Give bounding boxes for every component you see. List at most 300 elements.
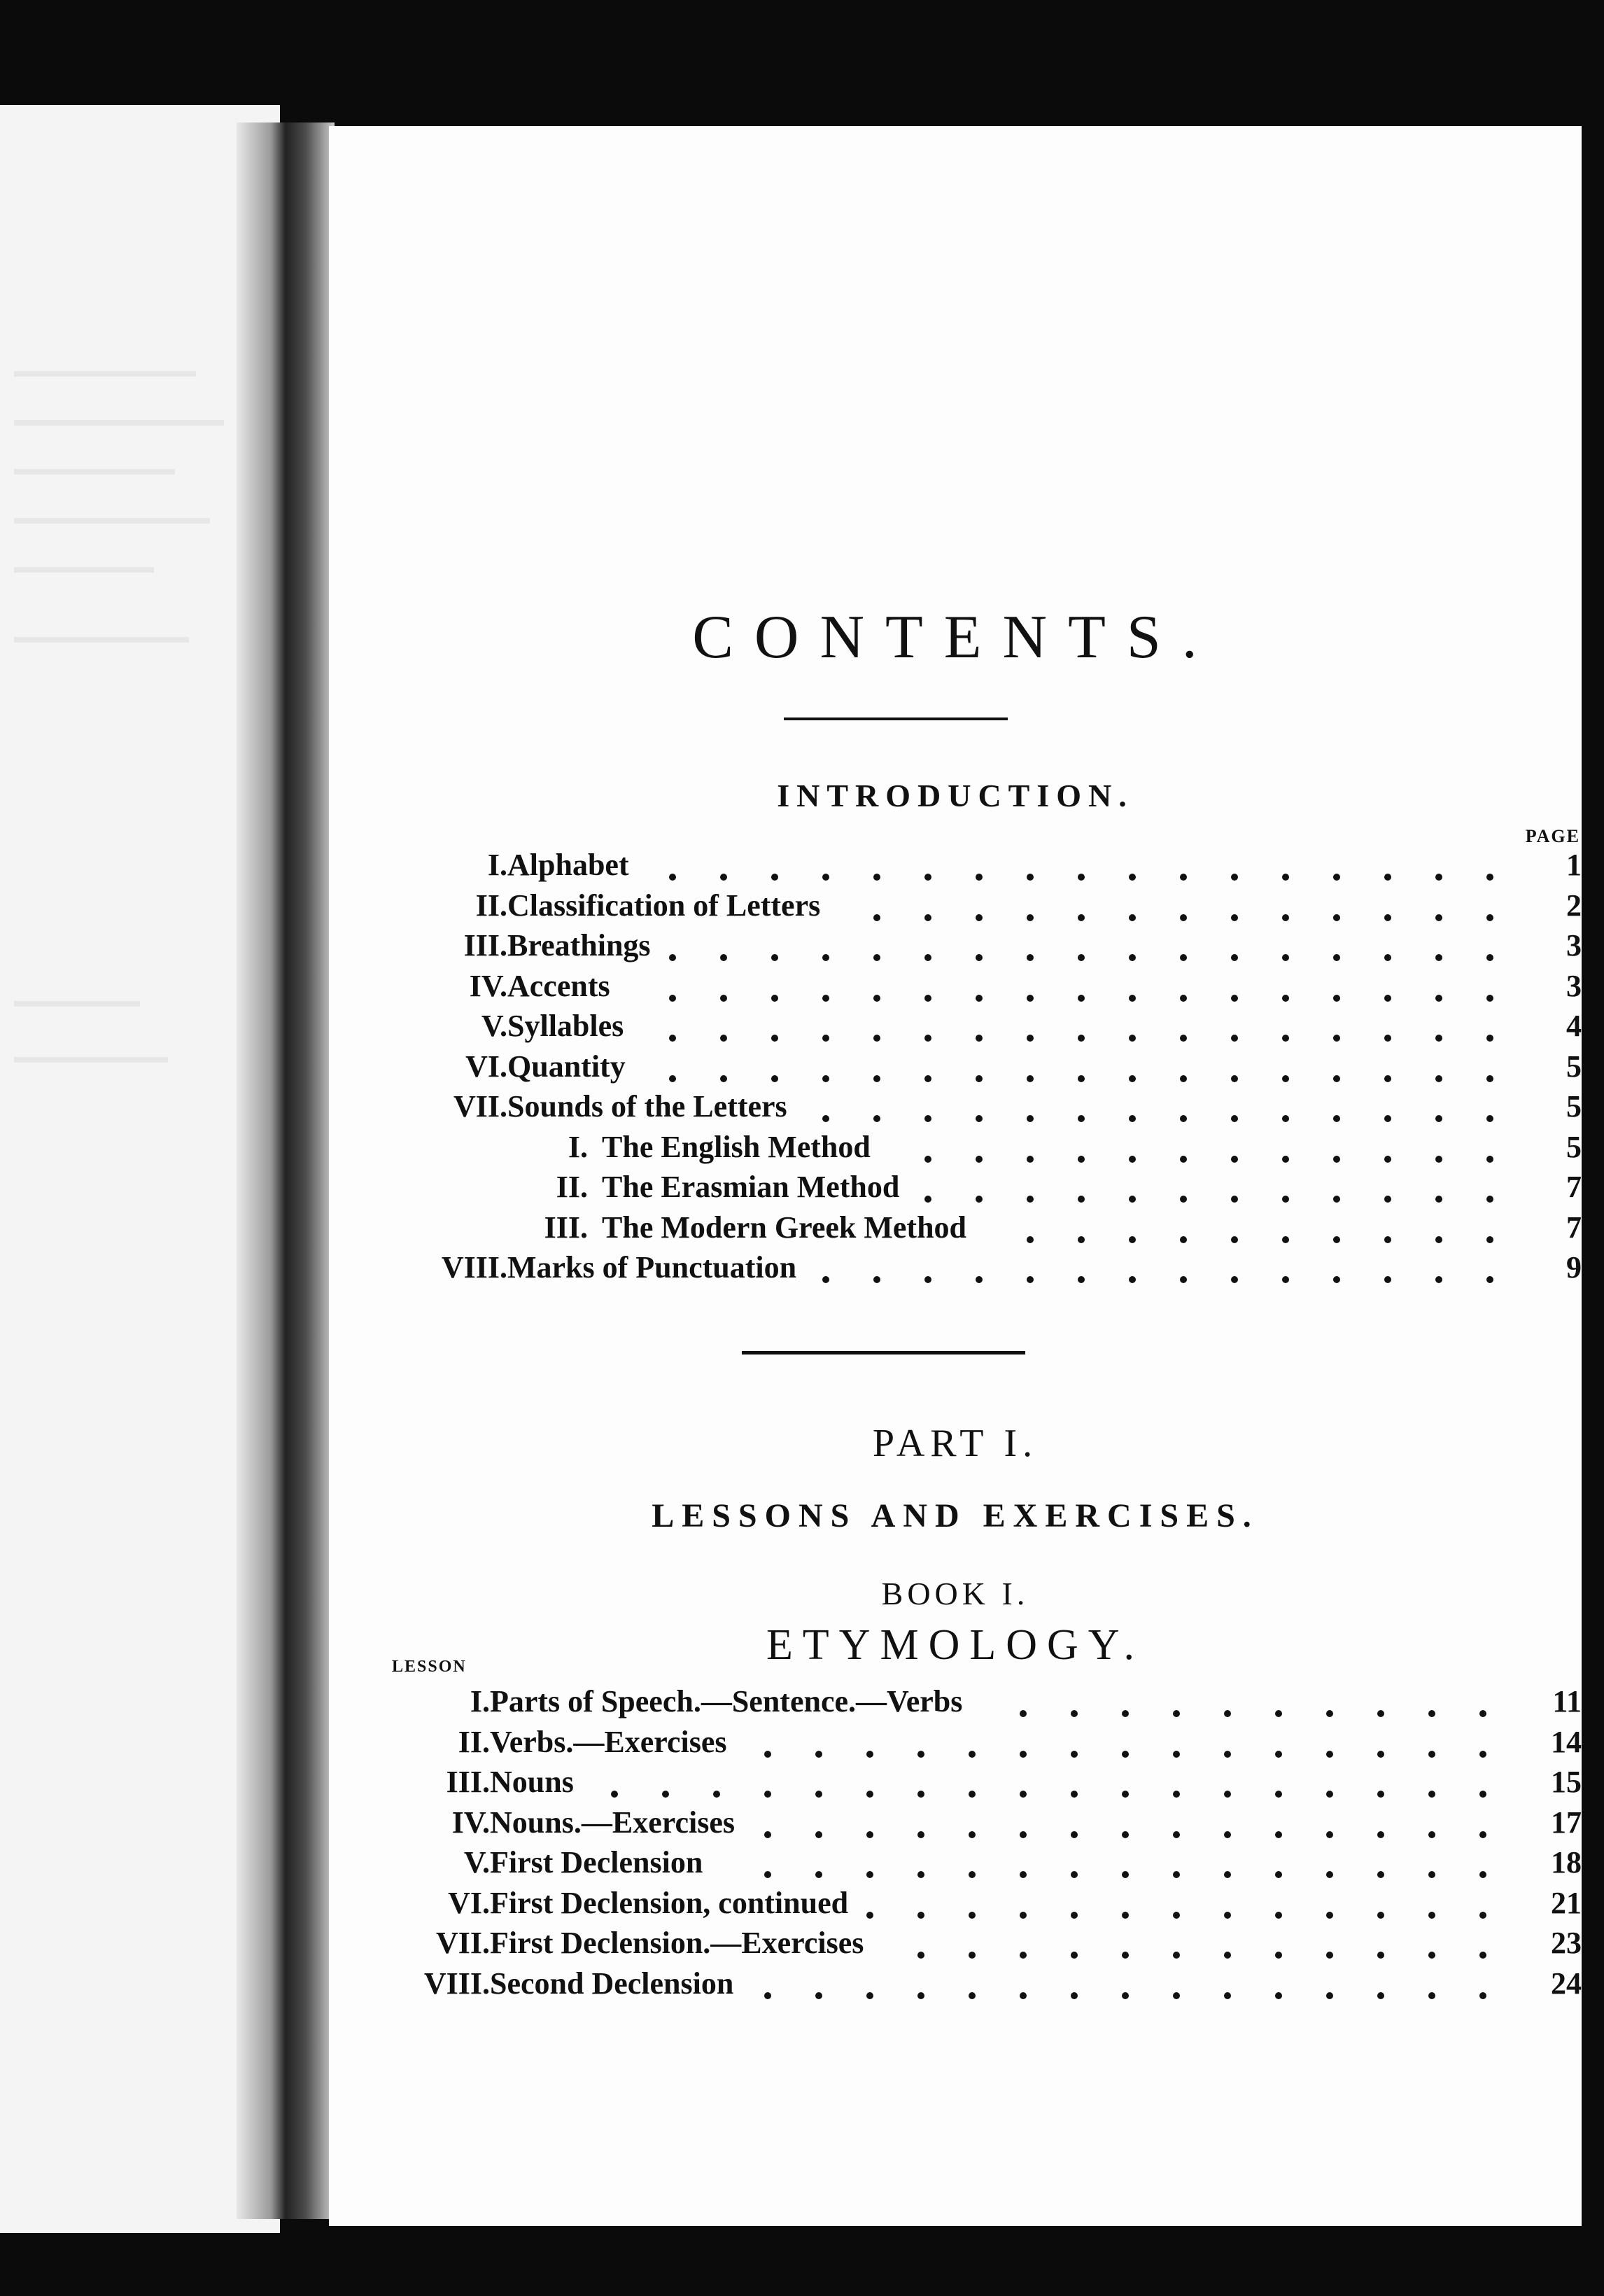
toc-entry-page: 7 xyxy=(1566,1170,1582,1204)
leader-dot xyxy=(1231,914,1238,921)
leader-dot xyxy=(1078,1236,1085,1243)
leader-dot xyxy=(1275,1831,1282,1838)
leader-dot xyxy=(976,914,983,921)
leader-dot xyxy=(1129,954,1136,961)
leader-dot xyxy=(1078,1196,1085,1203)
leader-dot xyxy=(1479,1952,1486,1959)
leader-dot xyxy=(1224,1791,1231,1798)
leader-dot xyxy=(1027,914,1034,921)
leader-dot xyxy=(764,1831,771,1838)
leader-dot xyxy=(1020,1952,1027,1959)
leader-dot xyxy=(1231,1156,1238,1163)
leader-dot xyxy=(1224,1912,1231,1919)
leader-dot xyxy=(771,1035,778,1042)
leader-dot xyxy=(1486,1075,1493,1082)
leader-dot xyxy=(1384,1276,1391,1283)
leader-dot xyxy=(873,995,880,1002)
page-title: CONTENTS. xyxy=(692,603,1218,671)
toc-entry-number: I. xyxy=(470,1684,490,1718)
leader-dot xyxy=(1224,1871,1231,1878)
leader-dot xyxy=(1384,1075,1391,1082)
leader-dot xyxy=(1180,1276,1187,1283)
title-divider xyxy=(784,718,1008,720)
leader-dot xyxy=(1027,1115,1034,1122)
leader-dot xyxy=(873,954,880,961)
leader-dot xyxy=(1377,1871,1384,1878)
leader-dot xyxy=(1027,954,1034,961)
leader-dot xyxy=(1231,1276,1238,1283)
toc-entry-number: VIII. xyxy=(441,1250,507,1284)
leader-dot xyxy=(917,1871,924,1878)
toc-entry-title: Classification of Letters xyxy=(507,888,821,923)
leader-dot xyxy=(1282,1236,1289,1243)
toc-entry xyxy=(329,1210,1582,1250)
leader-dot xyxy=(1384,1236,1391,1243)
leader-dot xyxy=(969,1751,976,1758)
toc-entry-title: Sounds of the Letters xyxy=(507,1089,787,1124)
toc-entry-page: 14 xyxy=(1551,1724,1582,1759)
leader-dot xyxy=(1027,1196,1034,1203)
leader-dot xyxy=(1078,1156,1085,1163)
leader-dot xyxy=(866,1871,873,1878)
leader-dot xyxy=(815,1992,822,1999)
leader-dot xyxy=(866,1791,873,1798)
leader-dot xyxy=(1479,1751,1486,1758)
leader-dot xyxy=(1384,1115,1391,1122)
leader-dot xyxy=(1173,1791,1180,1798)
leader-dot xyxy=(873,914,880,921)
leader-dot xyxy=(1173,1751,1180,1758)
leader-dot xyxy=(1071,1952,1078,1959)
leader-dot xyxy=(1027,874,1034,881)
leader-dot xyxy=(1078,914,1085,921)
leader-dot xyxy=(924,1276,931,1283)
leader-dot xyxy=(976,1196,983,1203)
toc-entry-title: Accents xyxy=(507,968,610,1003)
book-heading: BOOK I. xyxy=(881,1576,1029,1611)
leader-dot xyxy=(1180,1156,1187,1163)
leader-dot xyxy=(669,1075,676,1082)
leader-dot xyxy=(1435,1035,1442,1042)
toc-entry-number: IV. xyxy=(469,968,507,1003)
toc-entry xyxy=(329,847,1582,888)
leader-dot xyxy=(969,1952,976,1959)
leader-dot xyxy=(1333,1196,1340,1203)
section-divider xyxy=(742,1351,1025,1354)
leader-dot xyxy=(1224,1710,1231,1717)
leader-dot xyxy=(764,1992,771,1999)
leader-dot xyxy=(873,1115,880,1122)
leader-dot xyxy=(976,874,983,881)
book-title: ETYMOLOGY. xyxy=(766,1621,1145,1669)
leader-dot xyxy=(924,1196,931,1203)
leader-dot xyxy=(976,1276,983,1283)
leader-dot xyxy=(873,1075,880,1082)
leader-dot xyxy=(1479,1992,1486,1999)
leader-dot xyxy=(1377,1710,1384,1717)
leader-dot xyxy=(1384,914,1391,921)
leader-dot xyxy=(1282,1035,1289,1042)
toc-entry-title: The Erasmian Method xyxy=(602,1170,900,1204)
toc-entry-number: III. xyxy=(544,1210,588,1245)
leader-dot xyxy=(1180,914,1187,921)
leader-dot xyxy=(1020,1831,1027,1838)
leader-dot xyxy=(1078,1276,1085,1283)
leader-dot xyxy=(815,1751,822,1758)
leader-dot xyxy=(1384,1035,1391,1042)
leader-dot xyxy=(1173,1992,1180,1999)
leader-dot xyxy=(1486,1196,1493,1203)
leader-dot xyxy=(1428,1952,1435,1959)
toc-entry-number: VI. xyxy=(448,1885,490,1920)
leader-dot xyxy=(1377,1992,1384,1999)
leader-dot xyxy=(1020,1710,1027,1717)
leader-dot xyxy=(1435,1196,1442,1203)
leader-dot xyxy=(822,1276,829,1283)
leader-dot xyxy=(1180,995,1187,1002)
leader-dot xyxy=(866,1992,873,1999)
leader-dot xyxy=(1180,954,1187,961)
toc-entry xyxy=(329,1764,1582,1805)
toc-entry-title: Syllables xyxy=(507,1009,624,1043)
leader-dot xyxy=(764,1871,771,1878)
toc-entry-number: VII. xyxy=(453,1089,507,1124)
leader-dot xyxy=(924,874,931,881)
leader-dot xyxy=(1282,954,1289,961)
toc-entry xyxy=(329,927,1582,968)
leader-dot xyxy=(1326,1952,1333,1959)
leader-dot xyxy=(1078,1115,1085,1122)
leader-dot xyxy=(976,1075,983,1082)
leader-dot xyxy=(1173,1912,1180,1919)
leader-dot xyxy=(764,1751,771,1758)
leader-dot xyxy=(1486,995,1493,1002)
toc-entry-number: V. xyxy=(481,1009,507,1043)
leader-dot xyxy=(669,874,676,881)
leader-dot xyxy=(873,1276,880,1283)
leader-dot xyxy=(1078,1035,1085,1042)
toc-entry-page: 2 xyxy=(1566,888,1582,923)
leader-dot xyxy=(1122,1831,1129,1838)
leader-dot xyxy=(1231,954,1238,961)
leader-dot xyxy=(1384,995,1391,1002)
leader-dot xyxy=(917,1791,924,1798)
toc-entry-number: VII. xyxy=(435,1926,490,1960)
toc-entry-page: 23 xyxy=(1551,1926,1582,1960)
leader-dot xyxy=(917,1952,924,1959)
leader-dot xyxy=(1071,1831,1078,1838)
toc-entry-number: II. xyxy=(556,1170,588,1204)
leader-dot xyxy=(1486,1156,1493,1163)
leader-dot xyxy=(1435,1156,1442,1163)
leader-dot xyxy=(1078,954,1085,961)
leader-dot xyxy=(1224,1992,1231,1999)
toc-entry xyxy=(329,1925,1582,1966)
leader-dot xyxy=(1180,874,1187,881)
leader-dot xyxy=(1384,874,1391,881)
toc-entry-page: 9 xyxy=(1566,1250,1582,1284)
leader-dot xyxy=(1122,1871,1129,1878)
toc-entry-page: 5 xyxy=(1566,1089,1582,1124)
leader-dot xyxy=(1275,1871,1282,1878)
leader-dot xyxy=(1333,1276,1340,1283)
leader-dot xyxy=(1435,1115,1442,1122)
leader-dot xyxy=(1377,1831,1384,1838)
leader-dot xyxy=(815,1831,822,1838)
book-gutter-shadow xyxy=(237,122,335,2219)
toc-entry-title: Parts of Speech.—Sentence.—Verbs xyxy=(490,1684,963,1718)
leader-dot xyxy=(1435,954,1442,961)
leader-dot xyxy=(669,954,676,961)
leader-dot xyxy=(1428,1710,1435,1717)
leader-dot xyxy=(1078,995,1085,1002)
leader-dot xyxy=(1384,1196,1391,1203)
leader-dot xyxy=(1486,874,1493,881)
leader-dot xyxy=(1129,1075,1136,1082)
leader-dot xyxy=(1486,1276,1493,1283)
leader-dot xyxy=(866,1912,873,1919)
leader-dot xyxy=(1428,1871,1435,1878)
leader-dot xyxy=(1479,1791,1486,1798)
leader-dot xyxy=(1071,1992,1078,1999)
toc-entry xyxy=(329,1129,1582,1170)
toc-entry-number: III. xyxy=(463,928,507,962)
part-subheading: LESSONS AND EXERCISES. xyxy=(652,1497,1259,1534)
leader-dot xyxy=(1326,1751,1333,1758)
leader-dot xyxy=(924,1156,931,1163)
leader-dot xyxy=(662,1791,669,1798)
leader-dot xyxy=(1027,1236,1034,1243)
leader-dot xyxy=(1275,1791,1282,1798)
leader-dot xyxy=(1071,1710,1078,1717)
leader-dot xyxy=(924,995,931,1002)
leader-dot xyxy=(976,1035,983,1042)
toc-entry-title: First Declension, continued xyxy=(490,1885,849,1920)
leader-dot xyxy=(1224,1952,1231,1959)
leader-dot xyxy=(822,995,829,1002)
toc-entry-title: Marks of Punctuation xyxy=(507,1250,797,1284)
leader-dot xyxy=(669,1035,676,1042)
leader-dot xyxy=(976,1115,983,1122)
leader-dot xyxy=(1173,1871,1180,1878)
leader-dot xyxy=(1479,1831,1486,1838)
leader-dot xyxy=(1078,874,1085,881)
leader-dot xyxy=(1326,1992,1333,1999)
leader-dot xyxy=(1428,1912,1435,1919)
toc-entry-title: Verbs.—Exercises xyxy=(490,1724,727,1759)
leader-dot xyxy=(1224,1751,1231,1758)
leader-dot xyxy=(815,1791,822,1798)
leader-dot xyxy=(917,1831,924,1838)
leader-dot xyxy=(1333,1075,1340,1082)
leader-dot xyxy=(1479,1871,1486,1878)
leader-dot xyxy=(976,1156,983,1163)
page-column-label: PAGE xyxy=(1525,826,1580,846)
leader-dot xyxy=(1020,1912,1027,1919)
leader-dot xyxy=(1326,1912,1333,1919)
toc-entry xyxy=(329,1885,1582,1926)
leader-dot xyxy=(1333,1035,1340,1042)
leader-dot xyxy=(924,914,931,921)
toc-entry xyxy=(329,1008,1582,1049)
leader-dot xyxy=(1333,1115,1340,1122)
toc-entry-number: II. xyxy=(475,888,507,923)
toc-entry-number: I. xyxy=(568,1129,588,1164)
leader-dot xyxy=(1129,995,1136,1002)
leader-dot xyxy=(1231,995,1238,1002)
leader-dot xyxy=(1282,1276,1289,1283)
leader-dot xyxy=(822,1035,829,1042)
lesson-column-label: LESSON xyxy=(392,1658,467,1676)
leader-dot xyxy=(1428,1751,1435,1758)
leader-dot xyxy=(969,1871,976,1878)
leader-dot xyxy=(1027,1035,1034,1042)
leader-dot xyxy=(1326,1710,1333,1717)
toc-entry xyxy=(329,1088,1582,1129)
leader-dot xyxy=(1428,1831,1435,1838)
leader-dot xyxy=(1435,995,1442,1002)
leader-dot xyxy=(1326,1871,1333,1878)
leader-dot xyxy=(1282,1075,1289,1082)
leader-dot xyxy=(1173,1831,1180,1838)
leader-dot xyxy=(1333,954,1340,961)
leader-dot xyxy=(866,1751,873,1758)
leader-dot xyxy=(1377,1952,1384,1959)
leader-dot xyxy=(1231,1236,1238,1243)
toc-entry-title: First Declension xyxy=(490,1845,703,1879)
leader-dot xyxy=(1377,1751,1384,1758)
leader-dot xyxy=(969,1992,976,1999)
leader-dot xyxy=(720,874,727,881)
leader-dot xyxy=(1428,1791,1435,1798)
toc-entry xyxy=(329,1844,1582,1885)
leader-dot xyxy=(1231,1196,1238,1203)
leader-dot xyxy=(1180,1115,1187,1122)
toc-entry-number: III. xyxy=(446,1765,490,1799)
leader-dot xyxy=(1333,1156,1340,1163)
toc-entry xyxy=(329,1724,1582,1765)
leader-dot xyxy=(1333,874,1340,881)
leader-dot xyxy=(720,954,727,961)
leader-dot xyxy=(1486,954,1493,961)
leader-dot xyxy=(1282,874,1289,881)
contents-page xyxy=(329,126,1582,2226)
toc-entry-title: Breathings xyxy=(507,928,651,962)
toc-entry-page: 3 xyxy=(1566,928,1582,962)
leader-dot xyxy=(1231,1075,1238,1082)
leader-dot xyxy=(976,995,983,1002)
leader-dot xyxy=(764,1791,771,1798)
leader-dot xyxy=(1020,1871,1027,1878)
toc-entry xyxy=(329,1049,1582,1089)
leader-dot xyxy=(822,874,829,881)
toc-entry xyxy=(329,1250,1582,1290)
leader-dot xyxy=(1486,1115,1493,1122)
toc-entry xyxy=(329,968,1582,1009)
leader-dot xyxy=(1129,1035,1136,1042)
leader-dot xyxy=(1282,1115,1289,1122)
toc-entry-page: 17 xyxy=(1551,1805,1582,1840)
leader-dot xyxy=(1435,1236,1442,1243)
toc-entry-title: Second Declension xyxy=(490,1966,734,2001)
leader-dot xyxy=(720,1075,727,1082)
toc-entry-page: 5 xyxy=(1566,1049,1582,1084)
leader-dot xyxy=(771,1075,778,1082)
toc-entry-page: 1 xyxy=(1566,848,1582,882)
leader-dot xyxy=(713,1791,720,1798)
leader-dot xyxy=(1333,914,1340,921)
leader-dot xyxy=(1275,1912,1282,1919)
leader-dot xyxy=(1486,914,1493,921)
leader-dot xyxy=(1384,954,1391,961)
leader-dot xyxy=(1384,1156,1391,1163)
leader-dot xyxy=(1122,1710,1129,1717)
toc-entry xyxy=(329,1684,1582,1724)
toc-entry-page: 3 xyxy=(1566,968,1582,1003)
toc-entry-title: Quantity xyxy=(507,1049,626,1084)
part-heading: PART I. xyxy=(872,1422,1039,1465)
leader-dot xyxy=(1224,1831,1231,1838)
leader-dot xyxy=(611,1791,618,1798)
leader-dot xyxy=(1231,874,1238,881)
leader-dot xyxy=(969,1912,976,1919)
leader-dot xyxy=(1020,1791,1027,1798)
leader-dot xyxy=(771,995,778,1002)
leader-dot xyxy=(976,954,983,961)
leader-dot xyxy=(1377,1791,1384,1798)
toc-entry-page: 7 xyxy=(1566,1210,1582,1245)
toc-entry-number: V. xyxy=(463,1845,490,1879)
leader-dot xyxy=(969,1791,976,1798)
leader-dot xyxy=(720,995,727,1002)
leader-dot xyxy=(1071,1791,1078,1798)
toc-entry xyxy=(329,1966,1582,2006)
leader-dot xyxy=(1027,995,1034,1002)
toc-entry-page: 11 xyxy=(1552,1684,1582,1718)
toc-entry-title: Alphabet xyxy=(507,848,629,882)
leader-dot xyxy=(917,1912,924,1919)
leader-dot xyxy=(1020,1751,1027,1758)
leader-dot xyxy=(1326,1791,1333,1798)
leader-dot xyxy=(924,954,931,961)
toc-entry-page: 24 xyxy=(1551,1966,1582,2001)
leader-dot xyxy=(1122,1992,1129,1999)
toc-entry xyxy=(329,1169,1582,1210)
leader-dot xyxy=(1486,1236,1493,1243)
leader-dot xyxy=(771,874,778,881)
toc-entry-number: IV. xyxy=(451,1805,490,1840)
toc-entry-page: 18 xyxy=(1551,1845,1582,1879)
leader-dot xyxy=(1275,1952,1282,1959)
leader-dot xyxy=(1071,1912,1078,1919)
leader-dot xyxy=(1180,1196,1187,1203)
toc-entry-number: VI. xyxy=(465,1049,507,1084)
toc-entry xyxy=(329,1805,1582,1845)
leader-dot xyxy=(1479,1912,1486,1919)
toc-entry-title: The Modern Greek Method xyxy=(602,1210,967,1245)
leader-dot xyxy=(1428,1992,1435,1999)
leader-dot xyxy=(1027,1156,1034,1163)
leader-dot xyxy=(1435,1075,1442,1082)
leader-dot xyxy=(1071,1871,1078,1878)
leader-dot xyxy=(1231,1035,1238,1042)
toc-entry-number: VIII. xyxy=(423,1966,490,2001)
leader-dot xyxy=(1282,914,1289,921)
leader-dot xyxy=(1129,1115,1136,1122)
leader-dot xyxy=(1122,1912,1129,1919)
leader-dot xyxy=(1071,1751,1078,1758)
toc-entry-title: First Declension.—Exercises xyxy=(490,1926,864,1960)
